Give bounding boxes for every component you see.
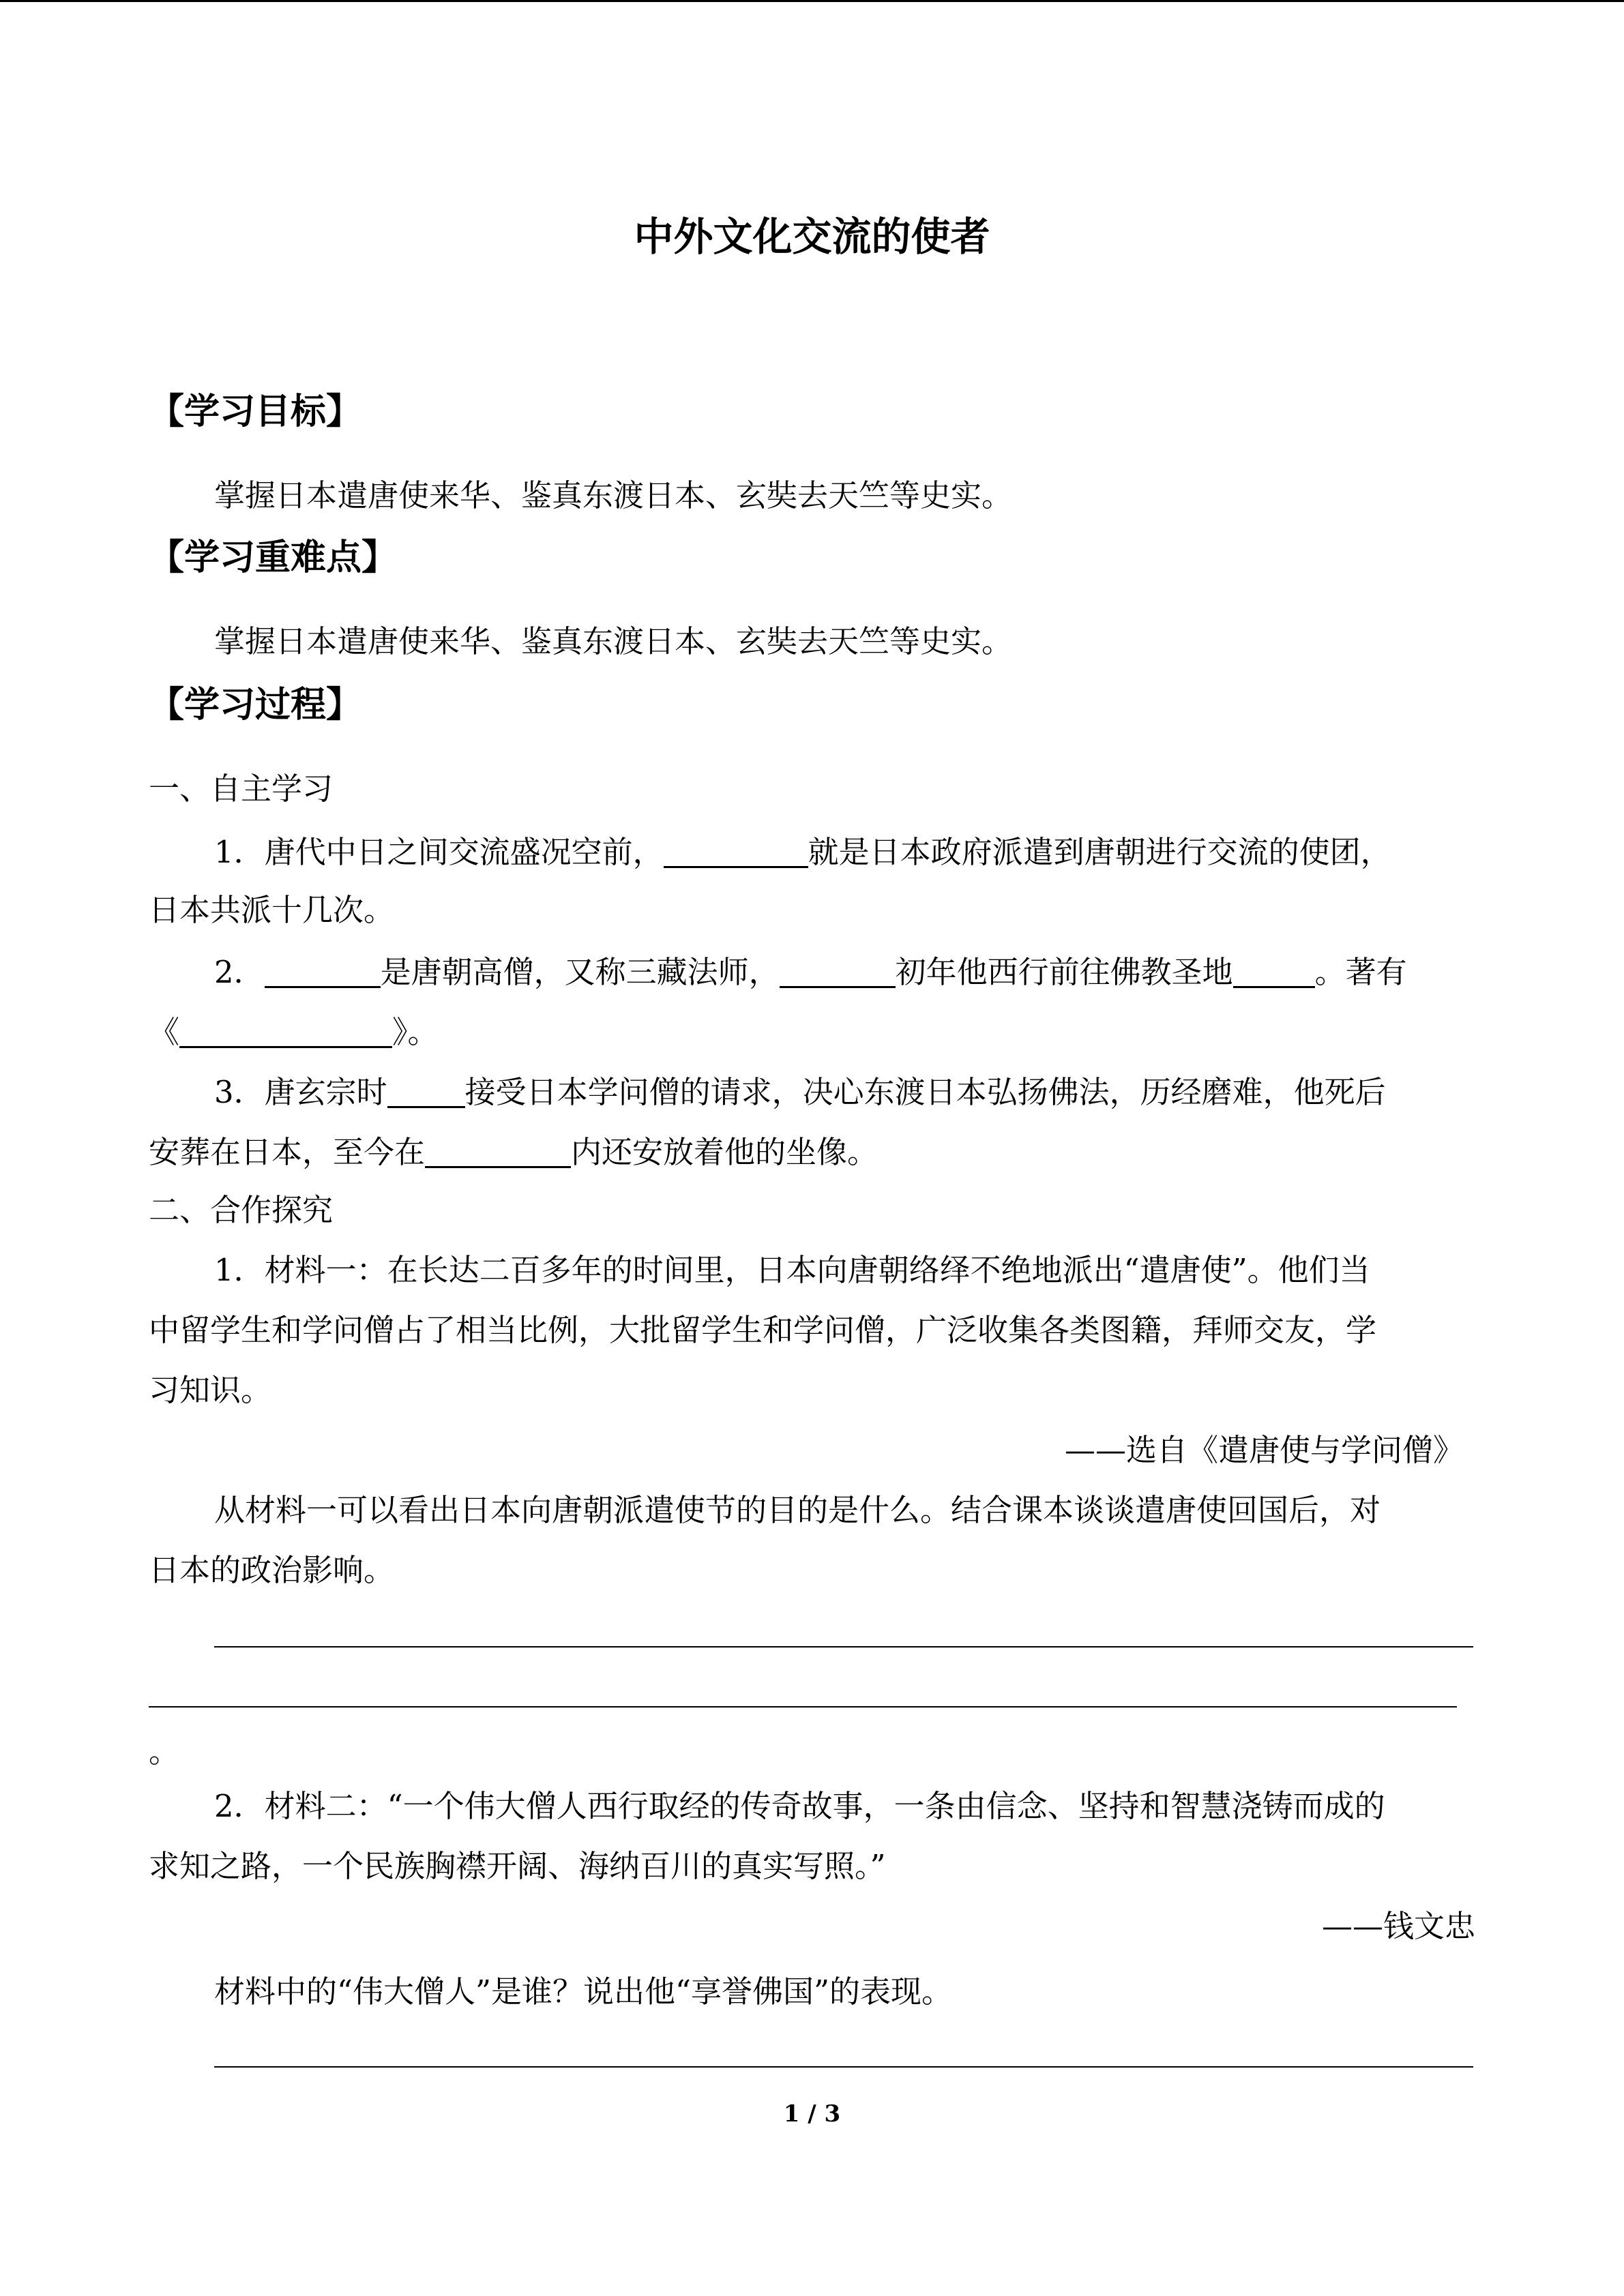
q1-text-b: 就是日本政府派遣到唐朝进行交流的使团，: [808, 834, 1391, 870]
question-2-line-1: [214, 955, 1407, 988]
q2-book-blank[interactable]: [179, 1015, 392, 1048]
question-3-line-2: [149, 1135, 878, 1168]
material-1-line-2: 中留学生和学问僧占了相当比例，大批留学生和学问僧，广泛收集各类图籍，拜师交友，学: [149, 1312, 1377, 1348]
material-1-source: ——选自《遣唐使与学问僧》: [1064, 1432, 1464, 1468]
q3-text-d: 内还安放着他的坐像。: [571, 1134, 879, 1170]
q2-text-c: 初年他西行前往佛教圣地: [895, 954, 1233, 990]
process-heading: 【学习过程】: [149, 685, 362, 726]
material-2-line-2: 求知之路，一个民族胸襟开阔、海纳百川的真实写照。”: [149, 1848, 886, 1884]
goal-text: 掌握日本遣唐使来华、鉴真东渡日本、玄奘去天竺等史实。: [214, 477, 1013, 513]
q2-text-d: 。著有: [1314, 954, 1407, 990]
q2-era-blank[interactable]: [780, 955, 896, 988]
q3-text-a: 3．唐玄宗时: [214, 1074, 387, 1110]
question-3-line-1: [214, 1075, 1386, 1108]
goal-heading: 【学习目标】: [149, 391, 362, 432]
q2-number: 2．: [214, 954, 265, 990]
material-1-line-3: 习知识。: [149, 1372, 272, 1408]
answer-line-3[interactable]: [214, 2066, 1473, 2068]
q3-temple-blank[interactable]: [425, 1135, 571, 1168]
q2-text-f: 》。: [392, 1014, 439, 1050]
question-1-line-2: 日本共派十几次。: [149, 892, 395, 928]
answer-line-2[interactable]: [149, 1706, 1457, 1708]
key-points-text: 掌握日本遣唐使来华、鉴真东渡日本、玄奘去天竺等史实。: [214, 623, 1013, 659]
q2-person-blank[interactable]: [265, 955, 381, 988]
q1-text-a: 1．唐代中日之间交流盛况空前，: [214, 834, 664, 870]
question-2-line-2: [149, 1015, 439, 1048]
answer-end-mark: 。: [149, 1733, 180, 1770]
material-2-source: ——钱文忠: [1321, 1908, 1475, 1944]
material-1-line-1: 1．材料一：在长达二百多年的时间里，日本向唐朝络绎不绝地派出“遣唐使”。他们当: [214, 1252, 1370, 1288]
page-title: 中外文化交流的使者: [634, 213, 990, 260]
top-border: [0, 0, 1624, 2]
material-1-question-line-2: 日本的政治影响。: [149, 1552, 395, 1588]
key-points-heading: 【学习重难点】: [149, 537, 398, 578]
q2-text-e: 《: [149, 1014, 180, 1050]
page-number: 1 / 3: [783, 2100, 841, 2128]
part1-heading: 一、自主学习: [149, 771, 334, 807]
q3-text-c: 安葬在日本，至今在: [149, 1134, 426, 1170]
q1-answer-blank[interactable]: [664, 835, 808, 868]
q2-text-b: 是唐朝高僧，又称三藏法师，: [380, 954, 780, 990]
answer-line-1[interactable]: [214, 1646, 1473, 1648]
q2-place-blank[interactable]: [1233, 955, 1315, 988]
q3-text-b: 接受日本学问僧的请求，决心东渡日本弘扬佛法，历经磨难，他死后: [464, 1074, 1386, 1110]
part2-heading: 二、合作探究: [149, 1192, 334, 1228]
material-1-question-line-1: 从材料一可以看出日本向唐朝派遣使节的目的是什么。结合课本谈谈遣唐使回国后，对: [214, 1492, 1381, 1528]
material-2-line-1: 2．材料二：“一个伟大僧人西行取经的传奇故事，一条由信念、坚持和智慧浇铸而成的: [214, 1788, 1385, 1824]
material-2-question: 材料中的“伟大僧人”是谁？说出他“享誉佛国”的表现。: [214, 1973, 953, 2010]
q3-person-blank[interactable]: [387, 1075, 465, 1108]
question-1-line-1: [214, 835, 1391, 868]
